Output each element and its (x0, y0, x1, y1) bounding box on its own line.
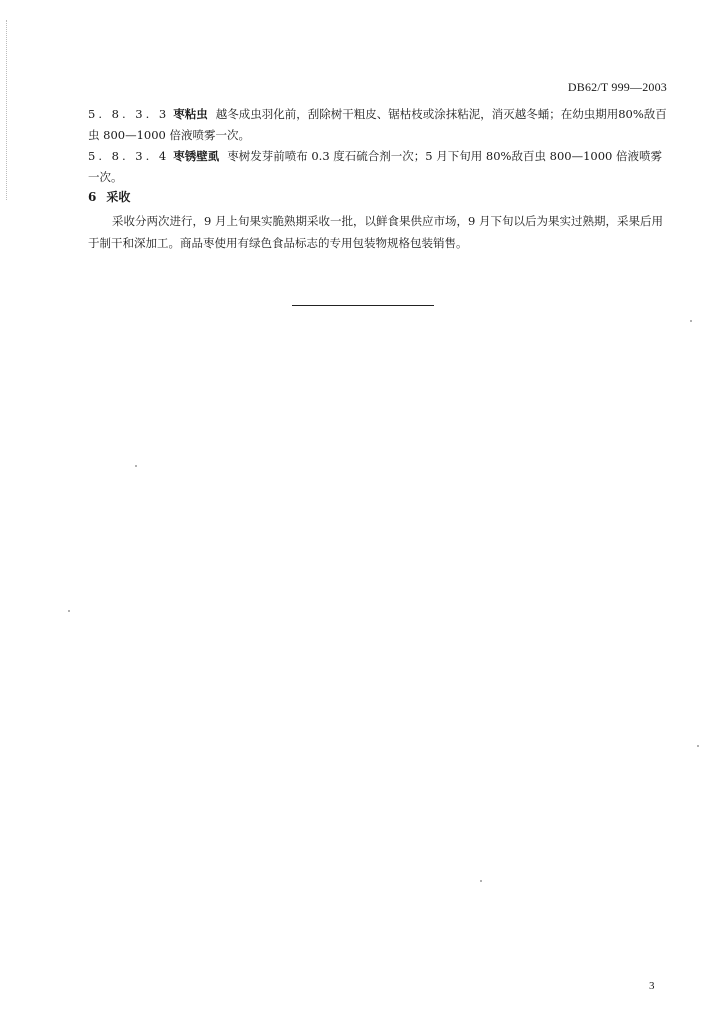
harvest-paragraph: 采收分两次进行，9 月上旬果实脆熟期采收一批，以鲜食果供应市场，9 月下旬以后为果实过熟期，采果后用于制干和深加工。商品枣使用有绿色食品标志的专用包装物规格包装销售。 (88, 214, 663, 250)
section-number: 6 (88, 190, 97, 204)
scan-speck (690, 320, 692, 322)
scan-speck (135, 465, 137, 467)
clause-number: 5. 8. 3. 3 (88, 107, 170, 121)
section-heading-6 (88, 188, 130, 205)
clause-text: 枣树发芽前喷布 0.3 度石硫合剂一次；5 月下旬用 80%敌百虫 800—1000 倍液喷雾一次。 (88, 149, 663, 184)
clause-text: 越冬成虫羽化前，刮除树干粗皮、锯枯枝或涂抹粘泥，消灭越冬蛹；在幼虫期用80%敌百虫 800—1000 倍液喷雾一次。 (88, 107, 667, 142)
clause-number: 5. 8. 3. 4 (88, 149, 170, 163)
clause-5-8-3-4 (88, 146, 668, 188)
end-of-document-rule (292, 305, 434, 306)
standard-code: DB62/T 999—2003 (567, 80, 667, 94)
scan-speck (697, 745, 699, 747)
page-number: 3 (649, 980, 655, 992)
clause-title: 枣粘虫 (173, 107, 208, 121)
clause-title: 枣锈壁虱 (173, 149, 220, 163)
scan-speck (68, 610, 70, 612)
scan-speck (480, 880, 482, 882)
binding-margin (6, 20, 7, 200)
clause-5-8-3-3 (88, 104, 668, 146)
section-title: 采收 (106, 190, 131, 204)
